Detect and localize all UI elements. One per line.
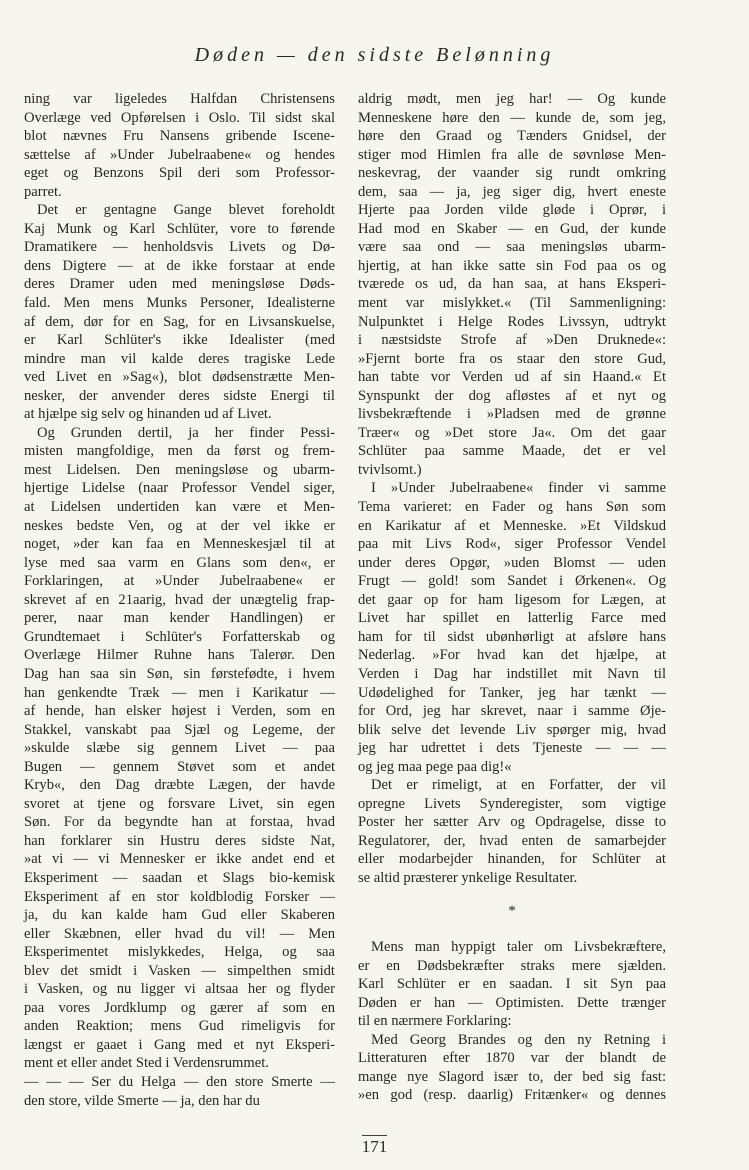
text-line: Kryb«, den Dag dræbte Lægen, der havde xyxy=(24,777,335,794)
text-line: for Ord, jeg har skrevet, naar i samme Øje- xyxy=(358,703,666,720)
text-line: paa vores Jordklump og gærer af som en xyxy=(24,999,335,1016)
text-line: være saa ond — saa meningsløs ubarm- xyxy=(358,239,666,256)
text-line: »at vi — vi Mennesker er ikke andet end et xyxy=(24,851,335,868)
text-line: han genkendte Træk — men i Karikatur — xyxy=(24,684,335,701)
text-line: eller Skæbnen, eller hvad du vil! — Men xyxy=(24,925,335,942)
text-line: Nederlag. »For hvad kan det hjælpe, at xyxy=(358,647,666,664)
text-line: »Fjernt borte fra os staar den store Gud, xyxy=(358,350,666,367)
text-line: Overlæge ved Opførelsen i Oslo. Til sidst skal xyxy=(24,109,335,126)
text-line: Det er gentagne Gange blevet foreholdt xyxy=(37,202,335,219)
text-line: Det er rimeligt, at en Forfatter, der vil xyxy=(371,777,666,794)
text-line: længst er gaaet i Gang med et nyt Eksperi- xyxy=(24,1036,335,1053)
text-line: Synspunkt der dog afløstes af et nyt og xyxy=(358,387,666,404)
text-line: Kaj Munk og Karl Schlüter, vore to førende xyxy=(24,220,335,237)
text-line: Dag han saa sin Søn, sin førstefødte, i hvem xyxy=(24,665,335,682)
running-header: Døden — den sidste Belønning xyxy=(194,44,555,66)
text-line: Tema varieret: en Fader og hans Søn som xyxy=(358,499,666,516)
text-line: mindre man vil kalde deres tragiske Lede xyxy=(24,350,335,367)
text-line: »skulde slæbe sig gennem Livet — paa xyxy=(24,740,335,757)
text-line: under deres Opgør, »uden Blomst — uden xyxy=(358,554,666,571)
text-line: I »Under Jubelraabene« finder vi samme xyxy=(371,480,666,497)
text-line: Bugen — gennem Støvet som et andet xyxy=(24,758,335,775)
text-line: — — — Ser du Helga — den store Smerte — xyxy=(24,1073,335,1090)
text-line: Med Georg Brandes og den ny Retning i xyxy=(371,1031,666,1048)
text-line: den store, vilde Smerte — ja, den har du xyxy=(24,1092,260,1109)
text-line: misten mangfoldige, men da først og frem- xyxy=(24,443,335,460)
text-line: paa mit Livs Rod«, siger Professor Vendel xyxy=(358,536,666,553)
text-line: Eksperiment af en stor koldblodig Forsker — xyxy=(24,888,335,905)
text-line: fald. Men mens Munks Personer, Idealisterne xyxy=(24,295,335,312)
text-line: til en nærmere Forklaring: xyxy=(358,1013,512,1030)
text-line: af dem, dør for en Sag, for en Livsanskuelse, xyxy=(24,313,335,330)
text-line: Dramatikere — henholdsvis Livets og Dø- xyxy=(24,239,335,256)
text-line: en Karikatur af et Menneske. »Et Vildskud xyxy=(358,517,666,534)
text-line: Verden i Dag har indstillet mit Navn til xyxy=(358,665,666,682)
text-line: eller modarbejder hinanden, for Schlüter at xyxy=(358,851,666,868)
text-line: er Karl Schlüter's ikke Idealister (med xyxy=(24,332,335,349)
text-line: neskes bedste Ven, og at der vel ikke er xyxy=(24,517,335,534)
text-line: at Lidelsen undertiden kan være et Men- xyxy=(24,499,335,516)
page-number-text: 171 xyxy=(361,1137,388,1156)
text-line: Frugt — gold! som Sandet i Ørkenen«. Og xyxy=(358,573,666,590)
text-line: nesker, der anvender deres sidste Energi til xyxy=(24,387,335,404)
text-line: ham for til sidst ubønhørligt at afsløre hans xyxy=(358,628,666,645)
text-line: Poster her sætter Arv og Opdragelse, disse to xyxy=(358,814,666,831)
left-column xyxy=(24,90,335,1110)
text-line: Forklaringen, at »Under Jubelraabene« er xyxy=(24,573,335,590)
text-line: ment var mislykket.« (Til Sammenligning: xyxy=(358,295,666,312)
text-line: dens Digtere — at de ikke forstaar at ende xyxy=(24,257,335,274)
text-line: Livet har spillet en latterlig Farce med xyxy=(358,610,666,627)
text-line: se altid præsterer ynkelige Resultater. xyxy=(358,869,578,886)
text-line: lyse med saa varm en Glans som den«, er xyxy=(24,554,335,571)
text-line: deres Dramer uden med meningsløse Døds- xyxy=(24,276,335,293)
text-line: er en Dødsbekræfter straks mere sjælden. xyxy=(358,957,666,974)
text-line: mange nye Slagord især to, der bed sig fast: xyxy=(358,1068,666,1085)
text-line: blev det smidt i Vasken — simpelthen smidt xyxy=(24,962,335,979)
text-line: Eksperimentet mislykkedes, Helga, og saa xyxy=(24,944,335,961)
text-line: parret. xyxy=(24,183,62,200)
text-line: han tabte vor Verden ud af sin Haand.« Et xyxy=(358,369,666,386)
text-line: dem, saa — ja, jeg siger dig, hvert eneste xyxy=(358,183,666,200)
text-line: tvivlsomt.) xyxy=(358,461,422,478)
text-line: ning var ligeledes Halfdan Christensens xyxy=(24,91,335,107)
text-line: stiger mod Himlen fra alle de søvnløse Men- xyxy=(358,146,666,163)
text-line: opregne Livets Synderegister, som vigtige xyxy=(358,795,666,812)
text-line: Udødelighed for Tanker, jeg har tænkt — xyxy=(358,684,666,701)
text-line: »en god (resp. daarlig) Fritænker« og dennes xyxy=(358,1087,666,1104)
text-line: noget, »der kan faa en Menneskesjæl til at xyxy=(24,536,335,553)
text-line: jeg har udrettet i dets Tjeneste — — — xyxy=(358,740,666,757)
section-divider: * xyxy=(508,902,516,919)
text-line: Overlæge Hilmer Ruhne hans Talerør. Den xyxy=(24,647,335,664)
text-line: mest Lidelsen. Den meningsløse og ubarm- xyxy=(24,461,335,478)
text-line: perer, naar man kender Handlingen) er xyxy=(24,610,335,627)
text-line: at hjælpe sig selv og hinanden ud af Livet. xyxy=(24,406,272,423)
text-line: anden Reaktion; mens Gud rimeligvis for xyxy=(24,1018,335,1035)
text-line: Søn. For da begyndte han at forstaa, hvad xyxy=(24,814,335,831)
text-line: Stakkel, vanskabt paa Sjæl og Legeme, der xyxy=(24,721,335,738)
text-line: Karl Schlüter er en saadan. I sit Syn paa xyxy=(358,976,666,993)
text-line: Nulpunktet i Helge Rodes Livssyn, udtrykt xyxy=(358,313,666,330)
text-line: Og Grunden dertil, ja her finder Pessi- xyxy=(37,424,335,441)
text-line: blot nævnes Fru Nansens gribende Iscene- xyxy=(24,128,335,145)
text-line: blik selve det levende Liv spørger mig, hvad xyxy=(358,721,666,738)
text-line: og jeg maa pege paa dig!« xyxy=(358,758,512,775)
text-line: Schlüter paa samme Maade, det er vel xyxy=(358,443,666,460)
text-line: livsbekræftende i »Pladsen med de grønne xyxy=(358,406,666,423)
text-line: af hende, han elsker højest i Verden, som en xyxy=(24,703,335,720)
text-line: Eksperiment — saadan et Slags bio-kemisk xyxy=(24,869,335,886)
text-line: eget og Benzons Spil deri som Professor- xyxy=(24,165,335,182)
text-line: Litteraturen efter 1870 var der blandt de xyxy=(358,1050,666,1067)
text-line: Døden er han — Optimisten. Dette trænger xyxy=(358,994,666,1011)
text-line: svoret at tjene og forsvare Livet, sin egen xyxy=(24,795,335,812)
text-line: Træer« og »Det store Ja«. Om det gaar xyxy=(358,424,666,441)
text-line: i næstsidste Strofe af »Den Druknede«: xyxy=(358,332,666,349)
text-line: ment et eller andet Sted i Verdensrummet. xyxy=(24,1055,269,1072)
right-column xyxy=(358,90,666,1105)
text-line: høre den Graad og Tænders Gnidsel, der xyxy=(358,128,666,145)
text-line: han forklarer sin Hustru deres sidste Nat, xyxy=(24,832,335,849)
page-number xyxy=(0,1135,749,1157)
text-line: aldrig mødt, men jeg har! — Og kunde xyxy=(358,91,666,107)
text-line: skrevet af en 21aarig, hvad der unægtelig frap- xyxy=(24,591,335,608)
text-line: neskevrag, der vaander sig rundt omkring xyxy=(358,165,666,182)
text-line: tværede os ud, da han saa, at hans Eksperi- xyxy=(358,276,666,293)
text-line: det gaar op for ham ligesom for Lægen, at xyxy=(358,591,666,608)
text-line: Mens man hyppigt taler om Livsbekræftere, xyxy=(371,939,666,956)
text-line: Had mod en Skaber — en Gud, der kunde xyxy=(358,220,666,237)
text-line: sættelse af »Under Jubelraabene« og hendes xyxy=(24,146,335,163)
text-line: Hjerte paa Jorden vilde gløde i Oprør, i xyxy=(358,202,666,219)
text-line: Grundtemaet i Schlüter's Forfatterskab og xyxy=(24,628,335,645)
text-line: i Vasken, og nu ligger vi altsaa her og flyder xyxy=(24,981,335,998)
text-line: Regulatorer, der, hvad enten de samarbejder xyxy=(358,832,666,849)
text-line: ja, du kan kalde ham Gud eller Skaberen xyxy=(24,907,335,924)
text-line: Menneskene høre den — kunde de, som jeg, xyxy=(358,109,666,126)
text-line: hjertige Lidelse (naar Professor Vendel siger, xyxy=(24,480,335,497)
text-line: ved Livet en »Sag«), blot dødsenstrætte Men- xyxy=(24,369,335,386)
text-line: hjertig, at han ikke satte sin Fod paa os og xyxy=(358,257,666,274)
